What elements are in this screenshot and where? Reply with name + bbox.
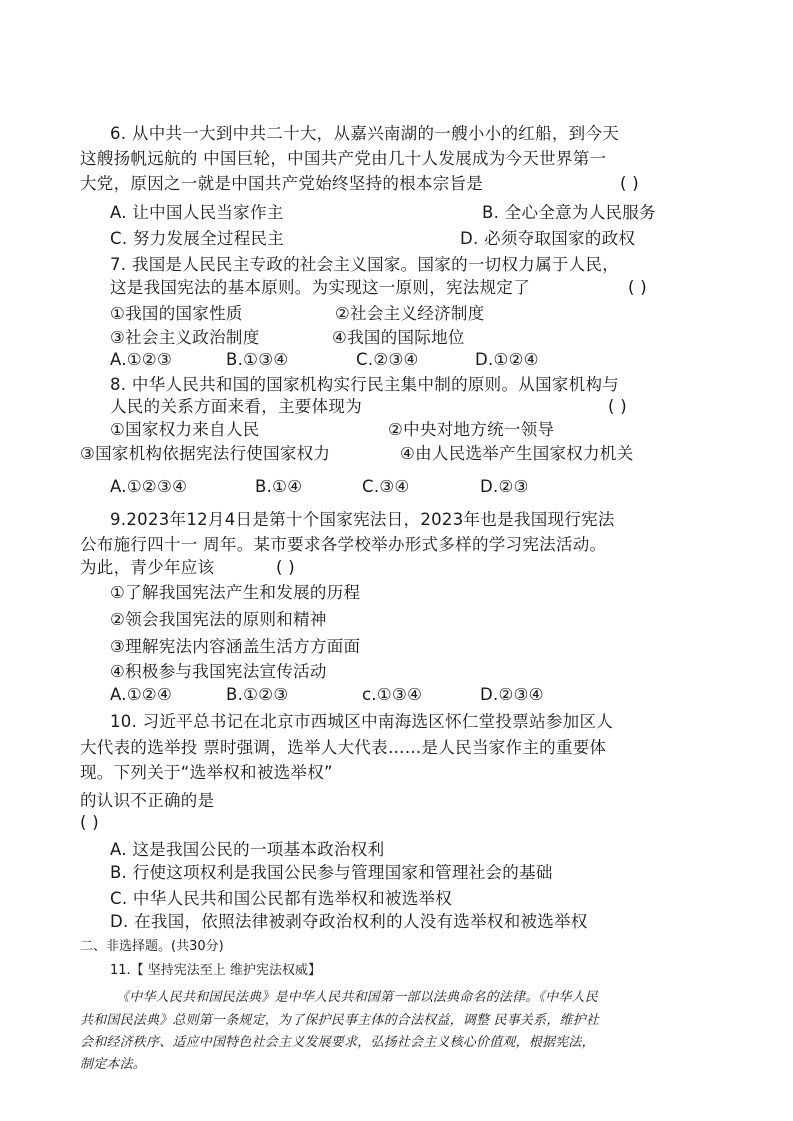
- q8-answer-paren: ( ): [608, 397, 628, 416]
- q6-option-a[interactable]: A. 让中国人民当家作主: [110, 203, 284, 222]
- q8-item-1: ①国家权力来自人民: [110, 420, 260, 439]
- q7-option-b[interactable]: B.①③④: [226, 350, 289, 369]
- q6-option-c[interactable]: C. 努力发展全过程民主: [110, 229, 285, 248]
- q10-option-d[interactable]: D. 在我国，依照法律被剥夺政治权利的人没有选举权和被选举权: [110, 912, 588, 931]
- q10-option-b[interactable]: B. 行使这项权利是我国公民参与管理国家和管理社会的基础: [110, 863, 553, 882]
- q9-option-c[interactable]: c.①③④: [362, 685, 423, 704]
- q9-item-3: ③理解宪法内容涵盖生活方方面面: [110, 637, 361, 656]
- q8-option-c[interactable]: C.③④: [362, 477, 410, 496]
- q8-option-a[interactable]: A.①②③④: [110, 477, 188, 496]
- q8-item-3: ③国家机构依据宪法行使国家权力: [80, 444, 331, 463]
- q6-answer-paren: ( ): [620, 174, 640, 193]
- q9-line-2: 公布施行四十一 周年。某市要求各学校举办形式多样的学习宪法活动。: [80, 535, 607, 554]
- q8-option-b[interactable]: B.①④: [255, 477, 303, 496]
- q8-line-1: 8. 中华人民共和国的国家机构实行民主集中制的原则。从国家机构与: [110, 375, 620, 394]
- q9-line-3: 为此，青少年应该: [80, 558, 215, 577]
- q6-option-d[interactable]: D. 必须夺取国家的政权: [460, 229, 636, 248]
- q10-line-1: 10. 习近平总书记在北京市西城区中南海选区怀仁堂投票站参加区人: [110, 712, 614, 731]
- q9-option-d[interactable]: D.②③④: [480, 685, 544, 704]
- q7-item-2: ②社会主义经济制度: [335, 304, 485, 323]
- q7-item-4: ④我国的国际地位: [332, 328, 465, 347]
- q7-answer-paren: ( ): [628, 278, 648, 297]
- q10-line-2: 大代表的选举投 票时强调，选举人大代表……是人民当家作主的重要体: [80, 738, 607, 757]
- q6-line-3: 大党，原因之一就是中国共产党始终坚持的根本宗旨是: [80, 174, 484, 193]
- q7-item-1: ①我国的国家性质: [110, 304, 243, 323]
- q7-option-a[interactable]: A.①②③: [110, 350, 173, 369]
- q9-item-1: ①了解我国宪法产生和发展的历程: [110, 583, 361, 602]
- q6-option-b[interactable]: B. 全心全意为人民服务: [482, 203, 656, 222]
- material-line-1: 《中华人民共和国民法典》是中华人民共和国第一部以法典命名的法律。《中华人民: [116, 990, 598, 1005]
- q10-option-c[interactable]: C. 中华人民共和国公民都有选举权和被选举权: [110, 889, 453, 908]
- q10-line-4: 的认识不正确的是: [80, 791, 215, 810]
- q11-title: 11.【 坚持宪法至上 维护宪法权威】: [110, 963, 321, 978]
- q10-answer-paren: ( ): [80, 813, 100, 832]
- material-line-4: 制定本法。: [80, 1057, 147, 1072]
- q7-item-3: ③社会主义政治制度: [110, 328, 260, 347]
- q9-option-b[interactable]: B.①②③: [226, 685, 289, 704]
- q10-option-a[interactable]: A. 这是我国公民的一项基本政治权利: [110, 840, 385, 859]
- q8-option-d[interactable]: D.②③: [480, 477, 529, 496]
- q8-item-4: ④由人民选举产生国家权力机关: [400, 444, 634, 463]
- material-line-2: 共和国民法典》总则第一条规定，为了保护民事主体的合法权益，调整 民事关系，维护社: [80, 1013, 600, 1028]
- q9-answer-paren: ( ): [276, 558, 296, 577]
- q7-option-c[interactable]: C.②③④: [356, 350, 419, 369]
- q9-line-1: 9.2023年12月4日是第十个国家宪法日，2023年也是我国现行宪法: [110, 510, 615, 529]
- q7-line-2: 这是我国宪法的基本原则。为实现这一原则，宪法规定了: [110, 278, 530, 297]
- q8-item-2: ②中央对地方统一领导: [388, 420, 555, 439]
- material-line-3: 会和经济秩序、适应中国特色社会主义发展要求，弘扬社会主义核心价值观，根据宪法，: [80, 1035, 595, 1050]
- section-2-heading: 二、非选择题。(共30分): [80, 939, 224, 954]
- q7-line-1: 7. 我国是人民民主专政的社会主义国家。国家的一切权力属于人民，: [110, 255, 620, 274]
- q8-line-2: 人民的关系方面来看，主要体现为: [110, 397, 362, 416]
- q9-item-2: ②领会我国宪法的原则和精神: [110, 610, 327, 629]
- q7-option-d[interactable]: D.①②④: [475, 350, 539, 369]
- q9-option-a[interactable]: A.①②④: [110, 685, 173, 704]
- q10-line-3: 现。下列关于“选举权和被选举权”: [80, 763, 333, 782]
- q6-line-2: 这艘扬帆远航的 中国巨轮，中国共产党由几十人发展成为今天世界第一: [80, 149, 607, 168]
- q6-line-1: 6. 从中共一大到中共二十大，从嘉兴南湖的一艘小小的红船，到今天: [110, 124, 620, 143]
- q9-item-4: ④积极参与我国宪法宣传活动: [110, 662, 327, 681]
